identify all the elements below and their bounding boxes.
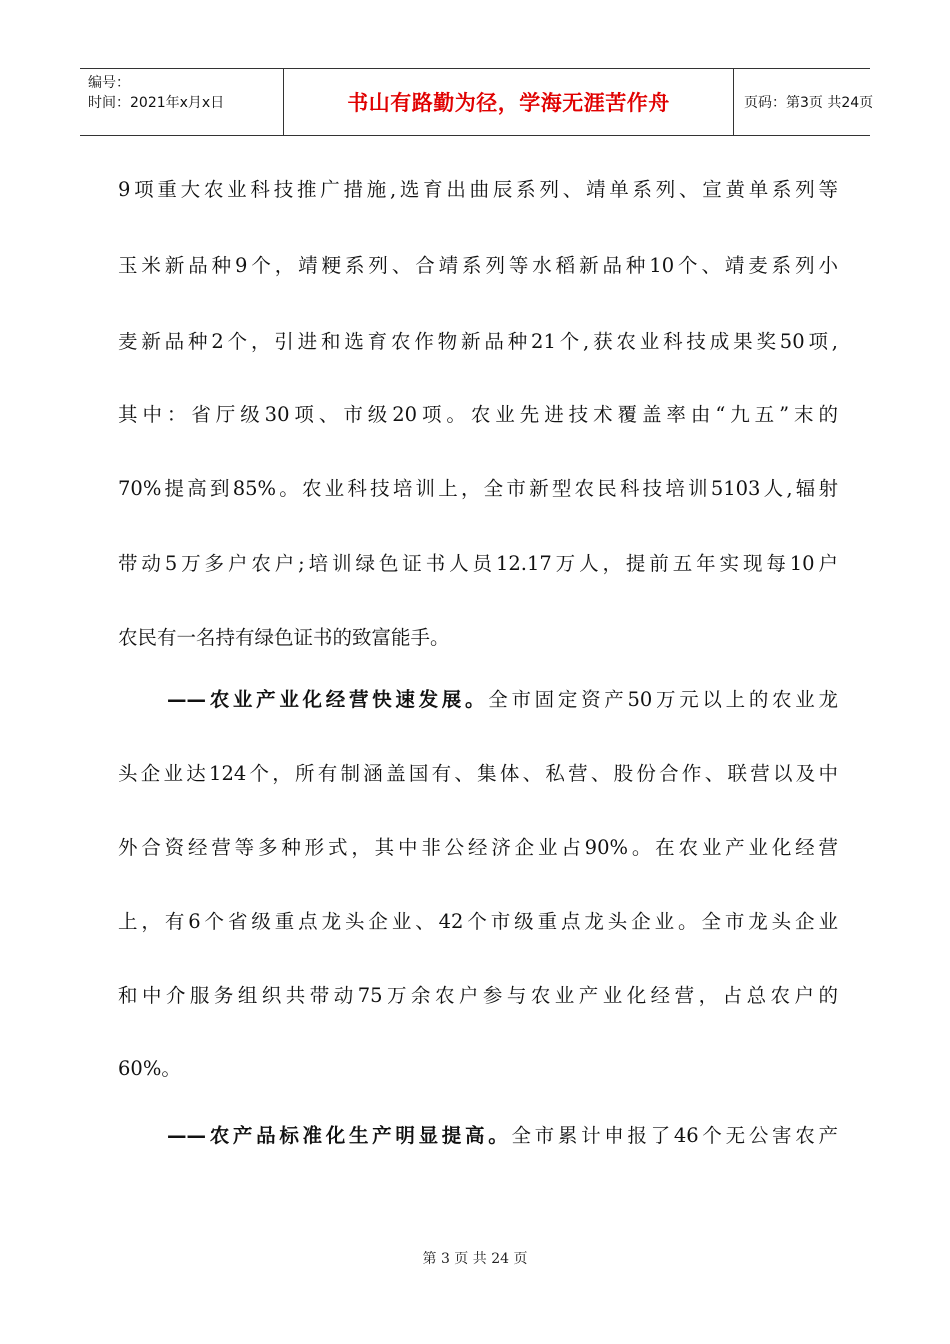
body-line: 头企业达124个，所有制涵盖国有、集体、私营、股份合作、联营以及中 <box>118 762 838 785</box>
body-line: 其中：省厅级30项、市级20项。农业先进技术覆盖率由“九五”末的 <box>118 403 838 426</box>
section-lead-heading: ——农产品标准化生产明显提高。 <box>167 1124 512 1147</box>
page-footer: 第 3 页 共 24 页 <box>422 1251 528 1267</box>
body-line: 60%。 <box>118 1057 181 1080</box>
body-text: 全市固定资产50万元以上的农业龙 <box>488 688 838 711</box>
body-line: 9项重大农业科技推广措施,选育出曲辰系列、靖单系列、宣黄单系列等 <box>118 178 838 201</box>
body-line: 麦新品种2个，引进和选育农作物新品种21个,获农业科技成果奖50项, <box>118 330 838 353</box>
body-line: 玉米新品种9个，靖粳系列、合靖系列等水稻新品种10个、靖麦系列小 <box>118 254 838 277</box>
doc-number-label: 编号： <box>88 75 130 91</box>
body-line: 农民有一名持有绿色证书的致富能手。 <box>118 626 450 649</box>
document-header <box>80 68 874 136</box>
body-line: 70%提高到85%。农业科技培训上，全市新型农民科技培训5103人,辐射 <box>118 477 838 500</box>
body-line: 外合资经营等多种形式，其中非公经济企业占90%。在农业产业化经营 <box>118 836 838 859</box>
paragraph-first-line <box>167 1124 838 1148</box>
section-lead-heading: ——农业产业化经营快速发展。 <box>167 688 489 711</box>
header-page-info: 页码：第3页 共24页 <box>744 95 874 111</box>
body-line: 带动5万多户农户;培训绿色证书人员12.17万人，提前五年实现每10户 <box>118 552 838 575</box>
body-line: 上，有6个省级重点龙头企业、42个市级重点龙头企业。全市龙头企业 <box>118 910 838 933</box>
paragraph-first-line <box>167 688 838 712</box>
body-text: 全市累计申报了46个无公害农产 <box>511 1124 838 1147</box>
doc-date-label: 时间：2021年x月x日 <box>88 95 225 111</box>
header-motto: 书山有路勤为径，学海无涯苦作舟 <box>284 69 734 135</box>
header-meta-cell <box>80 69 284 135</box>
body-line: 和中介服务组织共带动75万余农户参与农业产业化经营，占总农户的 <box>118 984 838 1007</box>
